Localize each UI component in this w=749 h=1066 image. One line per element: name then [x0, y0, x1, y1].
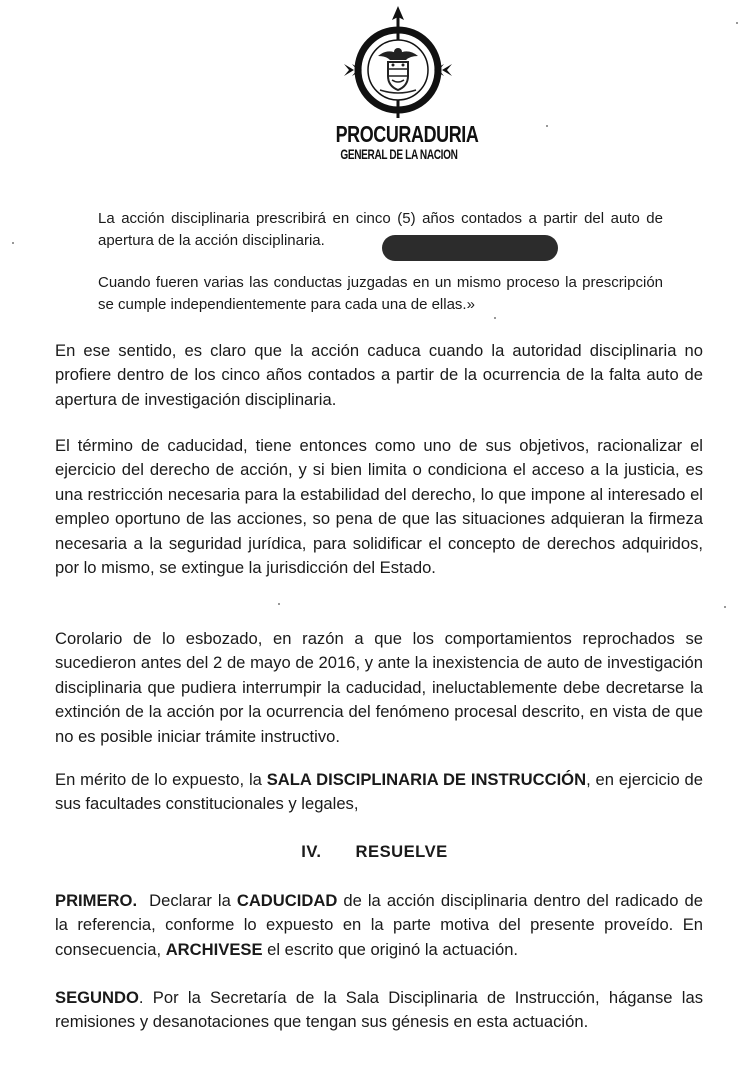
archivese-bold: ARCHIVESE [165, 939, 263, 959]
resolution-primero [55, 889, 703, 962]
seal-icon [340, 4, 456, 122]
body-paragraph-1: En ese sentido, es claro que la acción caduca cuando la autoridad disciplinaria no profiere dentro de los cinco años contados a partir de la ocurrencia de la falta auto de apertura de investigación disciplinaria. [55, 341, 703, 409]
p4-text-pre: En mérito de lo expuesto, la [55, 770, 267, 789]
logo-name: PROCURADURIA [335, 121, 479, 147]
body-paragraph-3: Corolario de lo esbozado, en razón a que los comportamientos reprochados se sucedieron antes del 2 de mayo de 2016, y ante la inexistencia de auto de investigación disciplinaria que pudiera interrumpir la caducidad, ineluctablemente debe decretarse la extinción de la acción por la ocurrencia del fenómeno procesal descrito, en vista de que no es posible iniciar trámite instructivo. [55, 629, 703, 746]
section-numeral: IV. [301, 842, 322, 861]
body-paragraph-2: El término de caducidad, tiene entonces como uno de sus objetivos, racionalizar el ejercicio del derecho de acción, y si bien limita o condiciona el acceso a la justicia, es una restricción necesaria para la estabilidad del derecho, lo que impone al interesado el empleo oportuno de las acciones, so pena de que las situaciones adquieran la firmeza necesaria a la seguridad jurídica, para solidificar el concepto de derechos adquiridos, por lo mismo, se extingue la jurisdicción del Estado. [55, 436, 703, 578]
scan-speck [736, 22, 738, 24]
p4-text-post: , en ejercicio de sus facultades constitucionales y legales, [55, 770, 703, 814]
primero-text-a: Declarar la [137, 891, 237, 910]
scan-speck [724, 606, 726, 608]
section-heading [0, 842, 749, 862]
quote-paragraph-1: La acción disciplinaria prescribirá en cinco (5) años contados a partir del auto de apertura de la acción disciplinaria. [98, 210, 663, 249]
body-paragraph-4 [55, 768, 703, 817]
scan-speck [546, 125, 548, 127]
primero-text-c: el escrito que originó la actuación. [262, 939, 519, 959]
primero-text-b: de la acción disciplinaria dentro del radicado de la referencia, conforme lo expuesto en la parte motiva del presente proveído. En consecuencia, [55, 891, 703, 959]
segundo-text: . Por la Secretaría de la Sala Disciplinaria de Instrucción, háganse las remisiones y desanotaciones que tengan sus génesis en esta actuación. [55, 988, 703, 1032]
logo-subname: GENERAL DE LA NACION [340, 146, 458, 162]
procuraduria-logo [318, 4, 478, 164]
segundo-label: SEGUNDO [55, 988, 139, 1007]
primero-label: PRIMERO. [55, 891, 138, 910]
scan-speck [278, 603, 280, 605]
caducidad-bold: CADUCIDAD [236, 891, 338, 910]
section-title: RESUELVE [355, 842, 448, 861]
scan-speck [12, 242, 14, 244]
redaction-mark [382, 235, 558, 261]
quote-paragraph-2: Cuando fueren varias las conductas juzgadas en un mismo proceso la prescripción se cumple independientemente para cada una de ellas.» [98, 274, 663, 313]
sala-disciplinaria-bold: SALA DISCIPLINARIA DE INSTRUCCIÓN [266, 770, 587, 789]
scan-speck [494, 317, 496, 319]
resolution-segundo [55, 986, 703, 1035]
